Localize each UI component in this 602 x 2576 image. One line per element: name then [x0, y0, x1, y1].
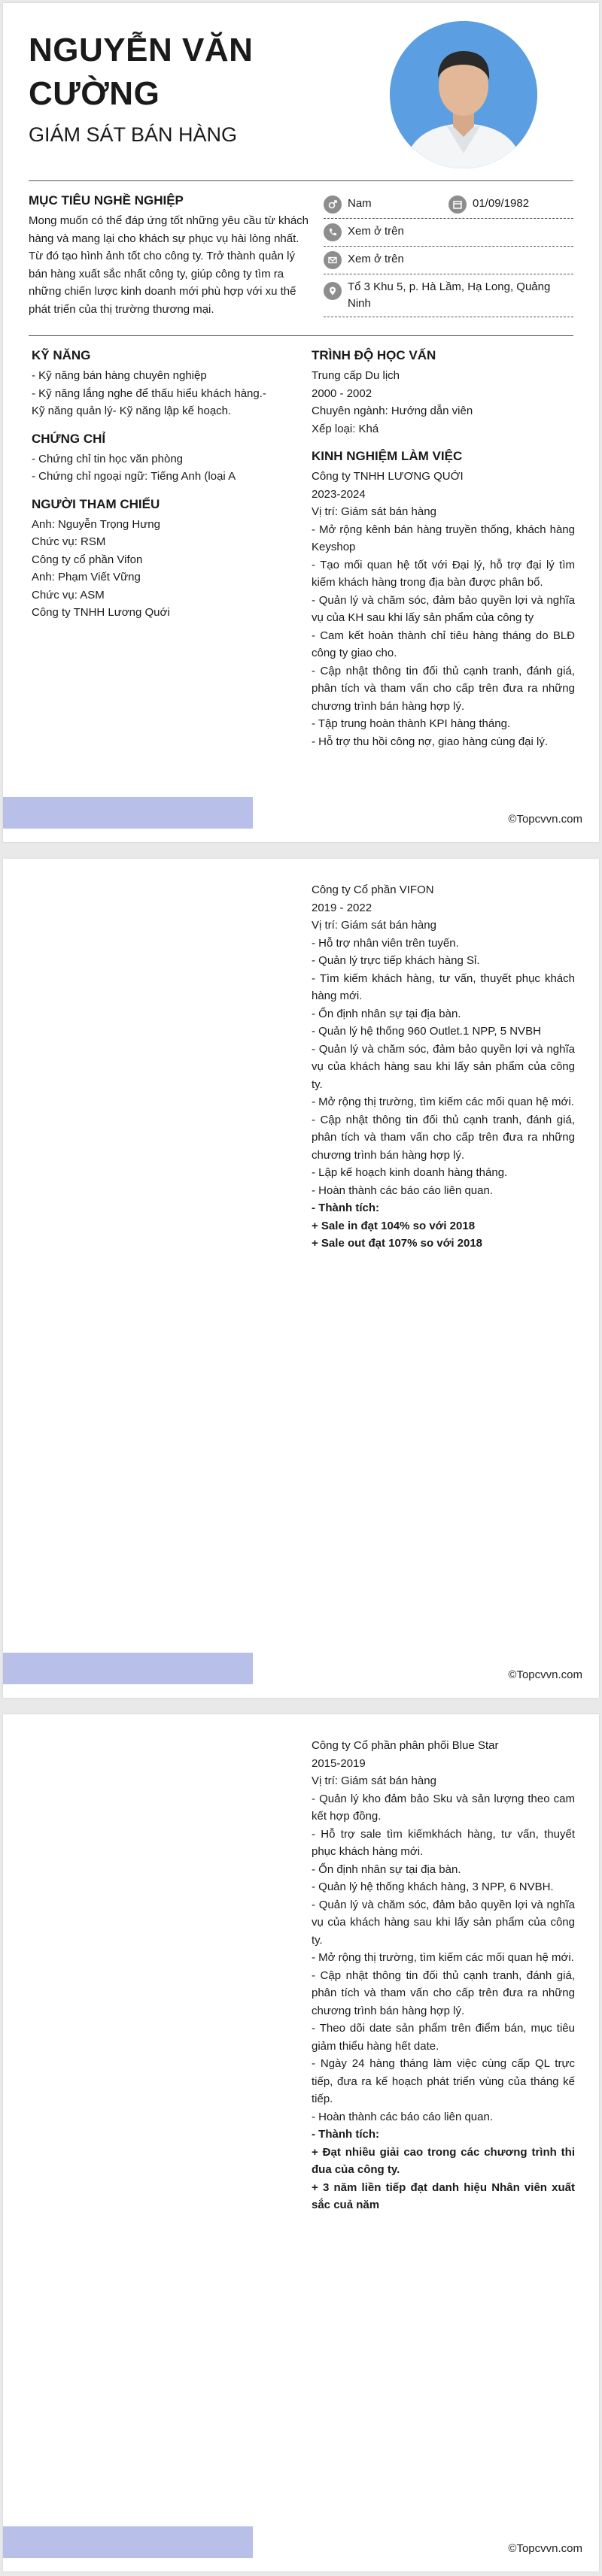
job-entry — [312, 468, 575, 750]
job-detail-line: - Mở rộng thị trường, tìm kiếm các mối quan hệ mới. — [312, 1096, 574, 1108]
email-icon — [324, 251, 342, 269]
person-photo-icon — [390, 21, 537, 168]
footer-brand: ©Topcvvn.com — [508, 2542, 582, 2555]
job-period: 2023-2024 — [312, 487, 366, 501]
footer-brand: ©Topcvvn.com — [508, 813, 582, 826]
reference-line: Công ty TNHH Lương Quới — [32, 606, 170, 619]
skills-section — [32, 347, 287, 420]
gender-icon — [324, 195, 342, 214]
job-detail-line: Vị trí: Giám sát bán hàng — [312, 505, 436, 518]
certificate-line: - Chứng chỉ ngoại ngữ: Tiếng Anh (loại A — [32, 470, 236, 483]
achievement-line: + 3 năm liền tiếp đạt danh hiệu Nhân viên xuất sắc cuả năm — [312, 2181, 575, 2211]
education-heading: TRÌNH ĐỘ HỌC VẤN — [312, 348, 436, 362]
reference-line: Chức vụ: ASM — [32, 588, 105, 602]
footer-bar — [3, 797, 253, 829]
resume-page-3 — [3, 1714, 599, 2571]
skills-heading: KỸ NĂNG — [32, 348, 91, 362]
references-heading: NGƯỜI THAM CHIẾU — [32, 496, 160, 511]
job-detail-line: - Mở rộng thị trường, tìm kiếm các mối quan hệ mới. — [312, 1951, 574, 1964]
calendar-icon — [448, 195, 467, 214]
achievement-line: + Sale in đạt 104% so với 2018 — [312, 1219, 476, 1232]
job-detail-line: - Hỗ trợ thu hồi công nợ, giao hàng cùng đại lý. — [312, 735, 549, 748]
birthday-cell — [448, 195, 573, 214]
experience-section — [312, 448, 575, 750]
education-line: Xếp loại: Khá — [312, 422, 379, 435]
job-detail-line: - Hỗ trợ sale tìm kiếmkhách hàng, tư vấn, thuyết phục khách hàng mới. — [312, 1827, 575, 1858]
phone-icon — [324, 223, 342, 241]
job-detail-line: - Cập nhật thông tin đối thủ cạnh tranh, đánh giá, phân tích và tham vấn cho cấp trên đưa ra những chương trình bán hàng hợp lý. — [312, 664, 575, 713]
gender-value: Nam — [348, 197, 372, 210]
job-entry — [312, 881, 575, 1253]
achievement-line: - Thành tích: — [312, 1202, 379, 1214]
job-detail-line: - Ngày 24 hàng tháng làm việc cùng cấp QL trực tiếp, đưa ra kế hoạch phát triển vùng của tháng kế tiếp. — [312, 2057, 575, 2105]
achievement-line: + Sale out đạt 107% so với 2018 — [312, 1237, 483, 1250]
references-section — [32, 496, 287, 622]
skill-line: - Kỹ năng bán hàng chuyên nghiệp — [32, 369, 207, 382]
job-detail-line: - Quản lý trực tiếp khách hàng Sỉ. — [312, 954, 480, 967]
education-line: 2000 - 2002 — [312, 386, 372, 400]
job-detail-line: - Mở rộng kênh bán hàng truyền thống, khách hàng Keyshop — [312, 523, 575, 553]
job-detail-line: - Cập nhật thông tin đối thủ cạnh tranh, đánh giá, phân tích và tham vấn cho cấp trên đưa ra những chương trình bán hàng hợp lý. — [312, 1113, 575, 1162]
job-detail-line: - Quản lý hệ thống 960 Outlet.1 NPP, 5 NVBH — [312, 1025, 541, 1038]
job-detail-line: - Lập kế hoạch kinh doanh hàng tháng. — [312, 1166, 508, 1179]
job-detail-line: - Cam kết hoàn thành chỉ tiêu hàng tháng do BLĐ công ty giao cho. — [312, 629, 575, 659]
job-period: 2019 - 2022 — [312, 901, 372, 914]
right-column — [312, 881, 575, 1253]
footer-bar — [3, 2526, 253, 2558]
experience-heading: KINH NGHIỆM LÀM VIỆC — [312, 449, 463, 463]
right-column — [312, 347, 575, 750]
achievement-line: + Đạt nhiều giải cao trong các chương trình thi đua của công ty. — [312, 2145, 575, 2176]
footer-bar — [3, 1653, 253, 1684]
profile-photo — [390, 21, 537, 168]
candidate-name: NGUYỄN VĂN CƯỜNG — [29, 32, 254, 112]
certificate-line: - Chứng chỉ tin học văn phòng — [32, 452, 183, 465]
address-value: Tổ 3 Khu 5, p. Hà Lầm, Hạ Long, Quảng Ninh — [348, 280, 551, 310]
location-pin-icon — [324, 282, 342, 300]
job-detail-line: - Quản lý hệ thống khách hàng, 3 NPP, 6 NVBH. — [312, 1880, 554, 1893]
reference-line: Công ty cổ phần Vifon — [32, 553, 143, 566]
job-detail-line: Vị trí: Giám sát bán hàng — [312, 919, 436, 932]
company-name: Công ty Cổ phần phân phối Blue Star — [312, 1739, 499, 1752]
education-line: Trung cấp Du lịch — [312, 369, 400, 382]
education-section — [312, 347, 575, 438]
contact-row-phone — [324, 219, 573, 247]
contact-row-personal — [324, 191, 573, 219]
birthday-value: 01/09/1982 — [473, 197, 530, 210]
email-value: Xem ở trên — [348, 253, 404, 265]
reference-line: Anh: Phạm Viết Vững — [32, 571, 141, 583]
job-detail-line: - Quản lý và chăm sóc, đảm bảo quyền lợi và nghĩa vụ của KH sau khi lấy sản phẩm của công ty — [312, 593, 575, 624]
contact-info — [324, 191, 573, 317]
phone-value: Xem ở trên — [348, 225, 404, 238]
job-detail-line: Vị trí: Giám sát bán hàng — [312, 1774, 436, 1787]
job-title: GIÁM SÁT BÁN HÀNG — [29, 123, 238, 146]
education-line: Chuyên ngành: Hướng dẫn viên — [312, 405, 473, 417]
section-divider — [29, 335, 573, 336]
job-detail-line: - Quản lý kho đảm bảo Sku và sản lượng theo cam kết hợp đồng. — [312, 1792, 575, 1823]
certificates-heading: CHỨNG CHỈ — [32, 431, 106, 446]
contact-row-address — [324, 274, 573, 317]
job-detail-line: - Quản lý và chăm sóc, đảm bảo quyền lợi và nghĩa vụ của khách hàng sau khi lấy sản phẩm của công ty. — [312, 1898, 575, 1947]
reference-line: Anh: Nguyễn Trọng Hưng — [32, 517, 160, 531]
achievement-line: - Thành tích: — [312, 2128, 379, 2141]
company-name: Công ty Cổ phần VIFON — [312, 883, 434, 896]
resume-page-1 — [3, 3, 599, 842]
objective-heading: MỤC TIÊU NGHỀ NGHIỆP — [29, 193, 184, 208]
job-detail-line: - Ổn định nhân sự tại địa bàn. — [312, 1862, 461, 1876]
job-period: 2015-2019 — [312, 1756, 366, 1770]
header-divider — [29, 180, 573, 181]
job-detail-line: - Hỗ trợ nhân viên trên tuyến. — [312, 936, 459, 950]
job-detail-line: - Tập trung hoàn thành KPI hàng tháng. — [312, 717, 511, 730]
job-detail-line: - Cập nhật thông tin đối thủ cạnh tranh, đánh giá, phân tích và tham vấn cho cấp trên đưa ra những chương trình bán hàng hợp lý. — [312, 1968, 575, 2017]
right-column — [312, 1737, 575, 2214]
certificates-section — [32, 431, 287, 486]
company-name: Công ty TNHH LƯƠNG QUỚI — [312, 470, 464, 483]
job-detail-line: - Tìm kiếm khách hàng, tư vấn, thuyết phục khách hàng mới. — [312, 971, 575, 1002]
career-objective-section — [29, 192, 315, 318]
skill-line: - Kỹ năng lắng nghe để thấu hiểu khách hàng.- — [32, 386, 266, 400]
job-entry — [312, 1737, 575, 2214]
job-detail-line: - Quản lý và chăm sóc, đảm bảo quyền lợi và nghĩa vụ của khách hàng sau khi lấy sản phẩm của công ty. — [312, 1042, 575, 1091]
skill-line: Kỹ năng quản lý- Kỹ năng lập kế hoạch. — [32, 405, 232, 417]
footer-brand: ©Topcvvn.com — [508, 1668, 582, 1681]
left-column — [32, 347, 287, 632]
job-detail-line: - Tạo mối quan hệ tốt với Đại lý, hỗ trợ đại lý tìm kiếm khách hàng trong địa bàn được phân bổ. — [312, 558, 575, 589]
resume-page-2 — [3, 859, 599, 1698]
job-detail-line: - Ổn định nhân sự tại địa bàn. — [312, 1007, 461, 1020]
job-detail-line: - Theo dõi date sản phẩm trên điểm bán, mục tiêu giảm thiểu hàng hết date. — [312, 2022, 575, 2053]
gender-cell — [324, 195, 448, 214]
objective-text: Mong muốn có thể đáp ứng tốt những yêu cầu từ khách hàng và mang lại cho khách sự phục vụ hài lòng nhất. Từ đó tạo hình ảnh tốt cho công ty. Trở thành quản lý bán hàng xuất sắc nhất công ty, giúp công ty tìm ra những chiến lược kinh doanh mới phù hợp với xu thế phát triển của thị trường thương mại. — [29, 214, 309, 316]
reference-line: Chức vụ: RSM — [32, 535, 106, 548]
job-detail-line: - Hoàn thành các báo cáo liên quan. — [312, 2110, 494, 2123]
job-detail-line: - Hoàn thành các báo cáo liên quan. — [312, 1183, 494, 1197]
contact-row-email — [324, 247, 573, 274]
